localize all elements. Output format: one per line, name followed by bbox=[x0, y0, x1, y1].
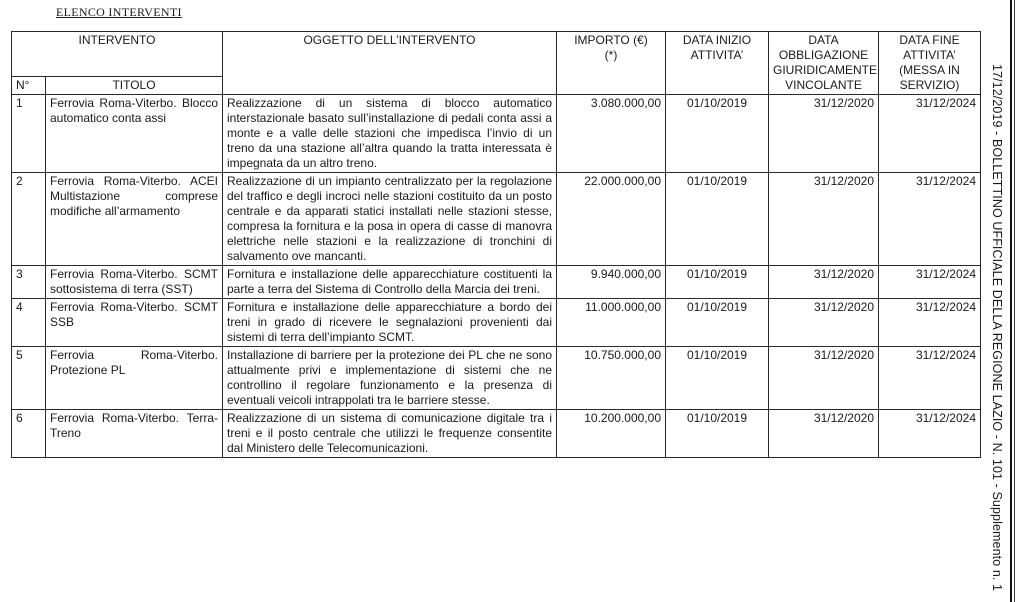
row-number: 3 bbox=[12, 266, 46, 299]
table-row bbox=[12, 347, 981, 410]
row-data-fine: 31/12/2024 bbox=[879, 95, 981, 173]
row-data-fine: 31/12/2024 bbox=[879, 173, 981, 266]
row-number: 1 bbox=[12, 95, 46, 173]
row-number: 2 bbox=[12, 173, 46, 266]
row-oggetto: Installazione di barriere per la protezione dei PL che ne sono attualmente privi e implementazione di sistemi che ne controllino il regolare funzionamento e la presenza di eventuali veicoli intrappolati tra le barriere stesse. bbox=[223, 347, 557, 410]
row-data-fine: 31/12/2024 bbox=[879, 299, 981, 347]
header-importo: IMPORTO (€) (*) bbox=[557, 32, 666, 95]
header-intervento: INTERVENTO bbox=[12, 32, 223, 77]
row-data-fine: 31/12/2024 bbox=[879, 266, 981, 299]
row-titolo: Ferrovia Roma-Viterbo. Blocco automatico conta assi bbox=[46, 95, 223, 173]
row-oggetto: Fornitura e installazione delle apparecchiature a bordo dei treni in grado di ricevere le segnalazioni provenienti dai sistemi di terra dell’impianto SCMT. bbox=[223, 299, 557, 347]
page-edge-rule bbox=[1010, 0, 1012, 602]
row-number: 4 bbox=[12, 299, 46, 347]
row-titolo: Ferrovia Roma-Viterbo. Protezione PL bbox=[46, 347, 223, 410]
table-body bbox=[12, 95, 981, 458]
row-data-inizio: 01/10/2019 bbox=[666, 410, 769, 458]
row-importo: 3.080.000,00 bbox=[557, 95, 666, 173]
interventi-table bbox=[11, 31, 981, 458]
row-number: 5 bbox=[12, 347, 46, 410]
row-data-inizio: 01/10/2019 bbox=[666, 347, 769, 410]
row-data-obbligazione: 31/12/2020 bbox=[769, 347, 879, 410]
header-data-fine: DATA FINE ATTIVITA’ (MESSA IN SERVIZIO) bbox=[879, 32, 981, 95]
row-importo: 11.000.000,00 bbox=[557, 299, 666, 347]
table-row bbox=[12, 95, 981, 173]
row-data-obbligazione: 31/12/2020 bbox=[769, 95, 879, 173]
row-data-inizio: 01/10/2019 bbox=[666, 299, 769, 347]
row-data-inizio: 01/10/2019 bbox=[666, 266, 769, 299]
header-data-obbligazione: DATA OBBLIGAZIONE GIURIDICAMENTE VINCOLANTE bbox=[769, 32, 879, 95]
row-oggetto: Realizzazione di un sistema di comunicazione digitale tra i treni e il posto centrale che utilizzi le frequenze consentite dal Ministero delle Telecomunicazioni. bbox=[223, 410, 557, 458]
row-importo: 22.000.000,00 bbox=[557, 173, 666, 266]
row-titolo: Ferrovia Roma-Viterbo. ACEI Multistazione comprese modifiche all’armamento bbox=[46, 173, 223, 266]
row-importo: 9.940.000,00 bbox=[557, 266, 666, 299]
page-edge-rule-thin bbox=[1014, 0, 1015, 602]
row-titolo: Ferrovia Roma-Viterbo. SCMT sottosistema di terra (SST) bbox=[46, 266, 223, 299]
row-data-inizio: 01/10/2019 bbox=[666, 173, 769, 266]
table-row bbox=[12, 410, 981, 458]
row-data-obbligazione: 31/12/2020 bbox=[769, 410, 879, 458]
row-data-fine: 31/12/2024 bbox=[879, 347, 981, 410]
header-n: N° bbox=[12, 77, 46, 95]
header-oggetto: OGGETTO DELL’INTERVENTO bbox=[223, 32, 557, 95]
row-data-obbligazione: 31/12/2020 bbox=[769, 266, 879, 299]
table-header bbox=[12, 32, 981, 95]
table-row bbox=[12, 266, 981, 299]
row-data-obbligazione: 31/12/2020 bbox=[769, 299, 879, 347]
row-data-fine: 31/12/2024 bbox=[879, 410, 981, 458]
row-data-obbligazione: 31/12/2020 bbox=[769, 173, 879, 266]
row-importo: 10.750.000,00 bbox=[557, 347, 666, 410]
section-heading: ELENCO INTERVENTI bbox=[56, 5, 182, 19]
header-titolo: TITOLO bbox=[46, 77, 223, 95]
row-titolo: Ferrovia Roma-Viterbo. SCMT SSB bbox=[46, 299, 223, 347]
row-oggetto: Fornitura e installazione delle apparecchiature costituenti la parte a terra del Sistema di Controllo della Marcia dei treni. bbox=[223, 266, 557, 299]
bulletin-side-caption: 17/12/2019 - BOLLETTINO UFFICIALE DELLA REGIONE LAZIO - N. 101 - Supplemento n. 1 bbox=[990, 64, 1004, 592]
row-oggetto: Realizzazione di un sistema di blocco automatico interstazionale basato sull’installazione di pedali conta assi a monte e a valle delle stazioni che impedisca l’invio di un treno da una stazione all’altra quando la tratta interessata è impegnata da un altro treno. bbox=[223, 95, 557, 173]
table-row bbox=[12, 173, 981, 266]
header-data-inizio: DATA INIZIO ATTIVITA’ bbox=[666, 32, 769, 95]
row-importo: 10.200.000,00 bbox=[557, 410, 666, 458]
table-row bbox=[12, 299, 981, 347]
row-number: 6 bbox=[12, 410, 46, 458]
row-titolo: Ferrovia Roma-Viterbo. Terra-Treno bbox=[46, 410, 223, 458]
row-oggetto: Realizzazione di un impianto centralizzato per la regolazione del traffico e degli incroci nelle stazioni costituito da un posto centrale e da apparati statici installati nelle stazioni stesse, compresa la fornitura e la posa in opera di casse di manovra elettriche nelle stazioni e la realizzazione di tronchini di salvamento ove mancanti. bbox=[223, 173, 557, 266]
row-data-inizio: 01/10/2019 bbox=[666, 95, 769, 173]
